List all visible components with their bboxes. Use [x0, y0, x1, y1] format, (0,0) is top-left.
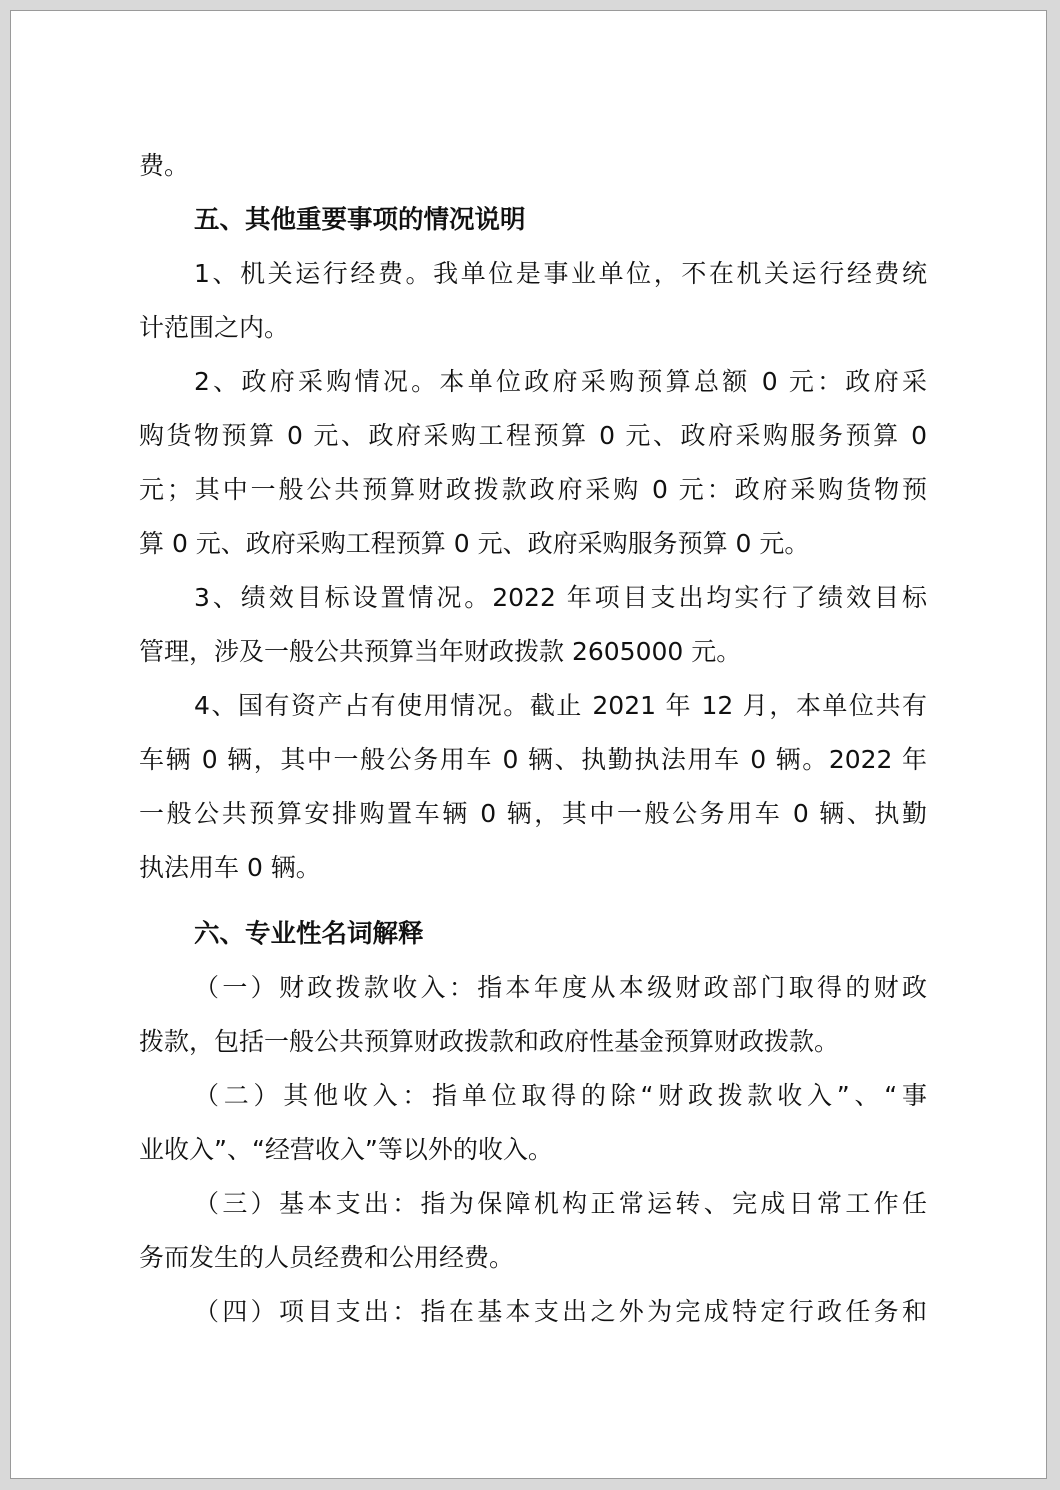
text-line: （二）其他收入：指单位取得的除“财政拨款收入”、“事 — [194, 1081, 927, 1110]
text-line: 元；其中一般公共预算财政拨款政府采购 0 元：政府采购货物预 — [139, 475, 927, 504]
text-line: 车辆 0 辆，其中一般公务用车 0 辆、执勤执法用车 0 辆。2022 年 — [139, 745, 927, 774]
text-line: 费。 — [139, 151, 190, 180]
section-heading: 五、其他重要事项的情况说明 — [194, 205, 526, 235]
text-line: 4、国有资产占有使用情况。截止 2021 年 12 月，本单位共有 — [194, 691, 927, 720]
text-line: 3、绩效目标设置情况。2022 年项目支出均实行了绩效目标 — [194, 583, 927, 612]
text-line: 拨款，包括一般公共预算财政拨款和政府性基金预算财政拨款。 — [139, 1027, 840, 1056]
text-line: 1、机关运行经费。我单位是事业单位，不在机关运行经费统 — [194, 259, 927, 288]
text-line: 务而发生的人员经费和公用经费。 — [139, 1243, 515, 1272]
text-line: （三）基本支出：指为保障机构正常运转、完成日常工作任 — [194, 1189, 927, 1218]
text-line: （一）财政拨款收入：指本年度从本级财政部门取得的财政 — [194, 973, 927, 1002]
text-line: 算 0 元、政府采购工程预算 0 元、政府采购服务预算 0 元。 — [139, 529, 810, 558]
text-line: 2、政府采购情况。本单位政府采购预算总额 0 元：政府采 — [194, 367, 927, 396]
text-line: 业收入”、“经营收入”等以外的收入。 — [139, 1135, 553, 1164]
text-line: 购货物预算 0 元、政府采购工程预算 0 元、政府采购服务预算 0 — [139, 421, 927, 450]
text-line: （四）项目支出：指在基本支出之外为完成特定行政任务和 — [194, 1297, 927, 1326]
text-line: 一般公共预算安排购置车辆 0 辆，其中一般公务用车 0 辆、执勤 — [139, 799, 927, 828]
text-line: 管理，涉及一般公共预算当年财政拨款 2605000 元。 — [139, 637, 742, 666]
section-heading: 六、专业性名词解释 — [194, 919, 424, 949]
document-page — [10, 10, 1047, 1479]
text-line: 计范围之内。 — [139, 313, 290, 342]
text-line: 执法用车 0 辆。 — [139, 853, 321, 882]
